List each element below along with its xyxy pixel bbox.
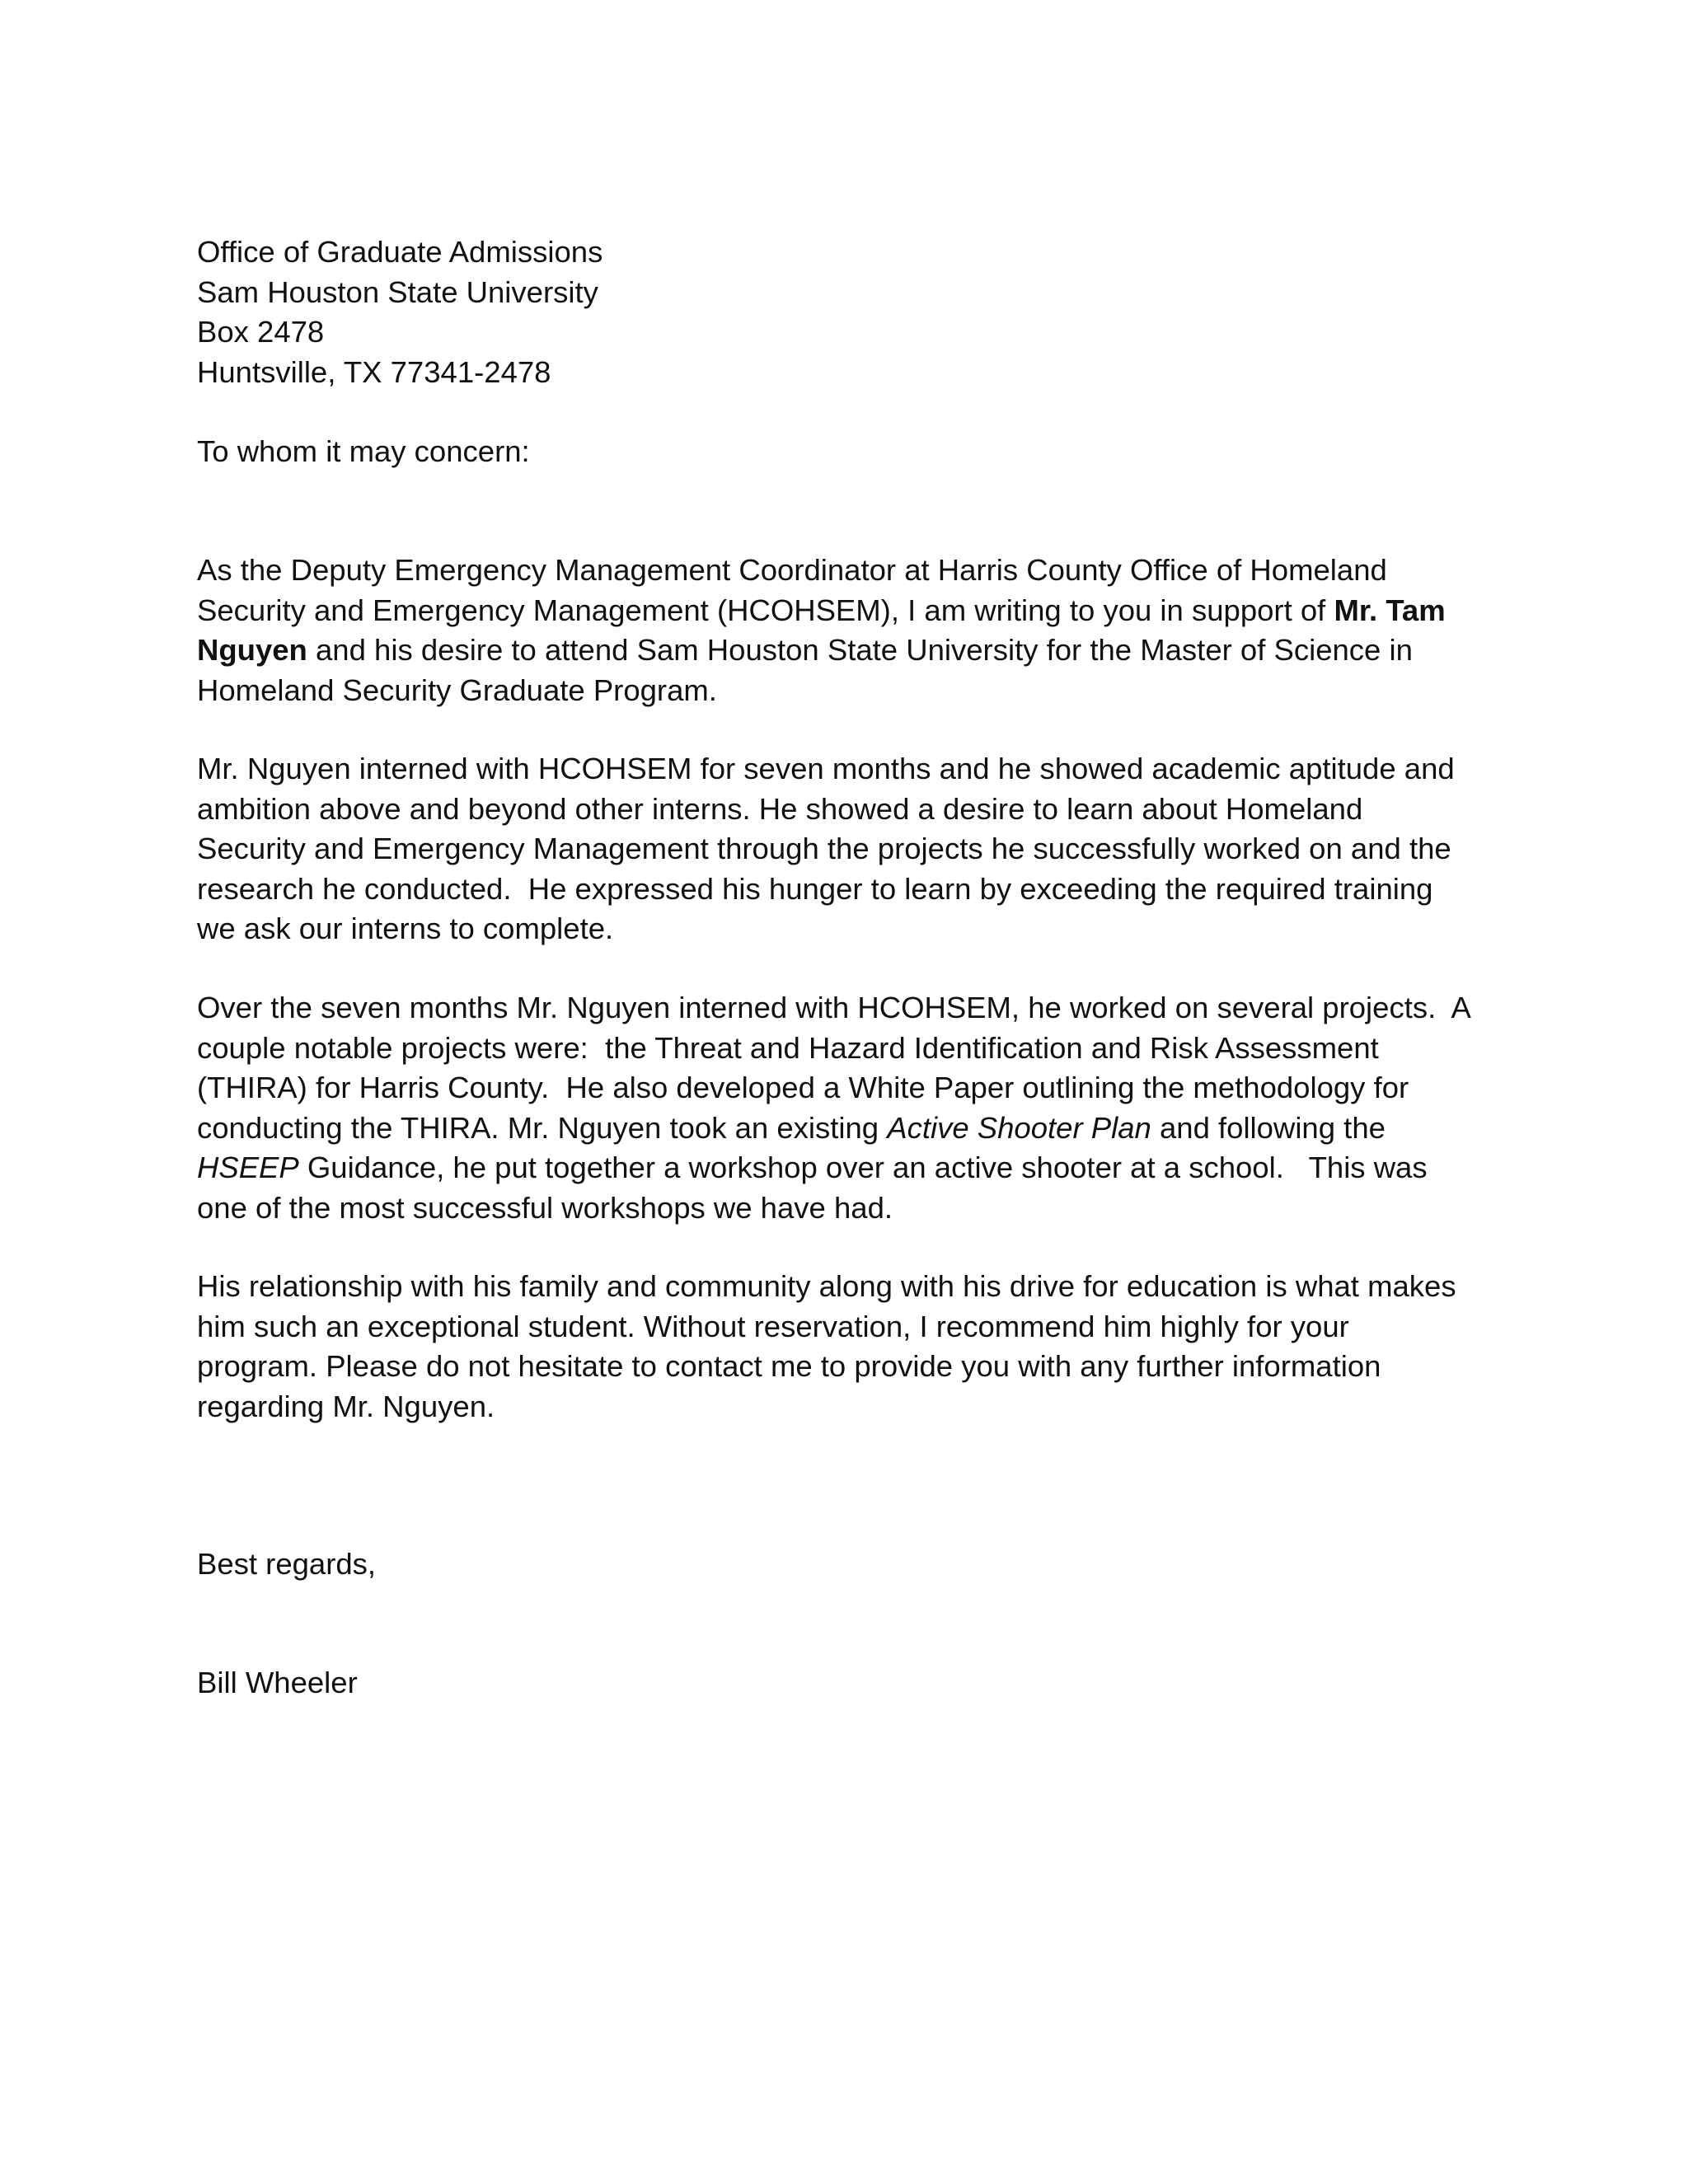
paragraph-line: (THIRA) for Harris County. He also developed a White Paper outlining the methodology for <box>197 1071 1409 1104</box>
text-run: and his desire to attend Sam Houston State University for the Master of Science in <box>307 633 1413 667</box>
paragraph-line: His relationship with his family and community along with his drive for education is what makes <box>197 1269 1456 1303</box>
text-run: Security and Emergency Management (HCOHSEM), I am writing to you in support of <box>197 593 1334 627</box>
paragraph-line <box>197 591 1499 631</box>
text-run: and following the <box>1151 1110 1386 1145</box>
paragraph-line: program. Please do not hesitate to contact me to provide you with any further information <box>197 1349 1381 1383</box>
address-line-4: Huntsville, TX 77341-2478 <box>197 354 551 389</box>
paragraph-2 <box>197 749 1499 949</box>
plan-title-italic: Active Shooter Plan <box>887 1110 1151 1145</box>
paragraph-line: research he conducted. He expressed his hunger to learn by exceeding the required training <box>197 871 1433 906</box>
recipient-address <box>197 232 1499 392</box>
paragraph-line: ambition above and beyond other interns. He showed a desire to learn about Homeland <box>197 791 1363 826</box>
paragraph-line: one of the most successful workshops we have had. <box>197 1190 893 1225</box>
hseep-italic: HSEEP <box>197 1151 299 1184</box>
candidate-name-bold: Mr. Tam <box>1334 593 1446 627</box>
paragraph-line <box>197 630 1499 671</box>
paragraph-line: Over the seven months Mr. Nguyen interned with HCOHSEM, he worked on several projects. A <box>197 991 1471 1024</box>
closing-block <box>197 1544 1499 1585</box>
paragraph-line: him such an exceptional student. Without reservation, I recommend him highly for your <box>197 1309 1349 1343</box>
text-run: conducting the THIRA. Mr. Nguyen took an existing <box>197 1110 888 1145</box>
paragraph-line: Security and Emergency Management through the projects he successfully worked on and the <box>197 832 1451 865</box>
paragraph-line: we ask our interns to complete. <box>197 912 614 945</box>
paragraph-line: couple notable projects were: the Threat and Hazard Identification and Risk Assessment <box>197 1030 1379 1065</box>
paragraph-3 <box>197 988 1499 1228</box>
paragraph-line: Homeland Security Graduate Program. <box>197 673 717 707</box>
signature-block <box>197 1663 1499 1704</box>
address-line-1: Office of Graduate Admissions <box>197 235 603 269</box>
salutation-block <box>197 432 1499 472</box>
paragraph-line: regarding Mr. Nguyen. <box>197 1389 495 1423</box>
address-line-3: Box 2478 <box>197 315 325 349</box>
text-run: Guidance, he put together a workshop over an active shooter at a school. This was <box>298 1151 1428 1184</box>
paragraph-line: Mr. Nguyen interned with HCOHSEM for seven months and he showed academic aptitude and <box>197 752 1455 785</box>
paragraph-line <box>197 1148 1499 1188</box>
address-line-2: Sam Houston State University <box>197 274 598 309</box>
paragraph-4 <box>197 1267 1499 1427</box>
salutation: To whom it may concern: <box>197 434 530 468</box>
candidate-name-bold: Nguyen <box>197 633 307 667</box>
closing: Best regards, <box>197 1547 377 1581</box>
paragraph-1 <box>197 551 1499 710</box>
paragraph-line: As the Deputy Emergency Management Coordinator at Harris County Office of Homeland <box>197 553 1387 587</box>
signature-name: Bill Wheeler <box>197 1666 358 1699</box>
paragraph-line <box>197 1108 1499 1149</box>
